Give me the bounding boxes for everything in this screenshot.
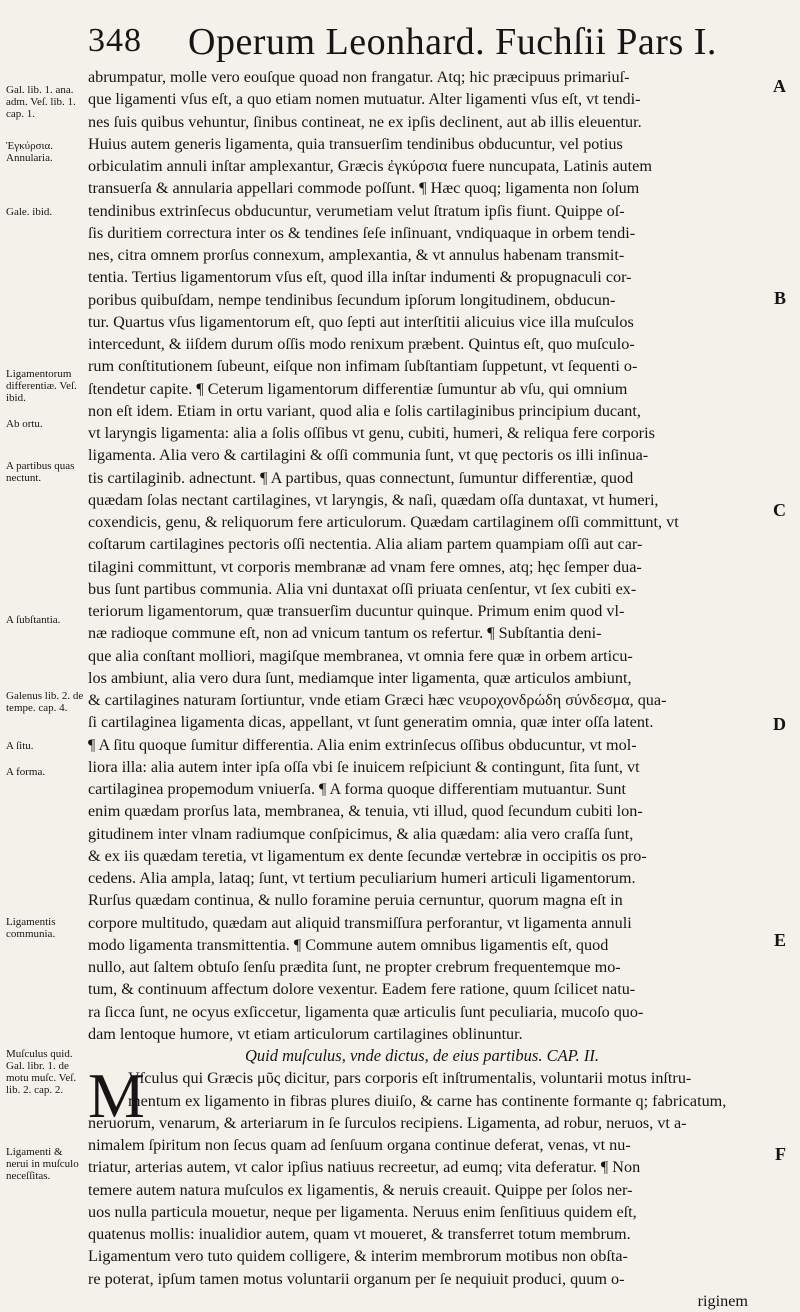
section-letter-f: F <box>775 1144 786 1164</box>
page-number: 348 <box>88 22 142 59</box>
text-line: poribus quibuſdam, nempe tendinibus ſecundum ipſorum longitudinem, obducun- <box>88 290 616 309</box>
text-line: orbiculatim annuli inſtar amplexantur, Græcis ἐγκύρσια fuere nuncupata, Latinis autem <box>88 157 652 175</box>
text-line: gitudinem inter vlnam radiumque conſpicimus, & alia quædam: alia vero craſſa ſunt, <box>88 824 634 843</box>
text-line: Ligamentum vero tuto quidem colligere, & interim membrorum motibus non obſta- <box>88 1247 628 1266</box>
text-line: ¶ A ſitu quoque ſumitur differentia. Alia enim extrinſecus oſſibus obducuntur, vt mol- <box>88 735 637 754</box>
text-line: ſtendetur capite. ¶ Ceterum ligamentorum differentiæ ſumuntur ab vſu, qui omnium <box>88 379 628 398</box>
text-line: tilagini committunt, vt corporis membranæ ad vnam fere omnes, atq; hęc ſemper dua- <box>88 557 642 576</box>
text-line: cartilaginea propemodum vniuerſa. ¶ A forma quoque differentiam mutuantur. Sunt <box>88 780 626 798</box>
text-line: cedens. Alia ampla, lataq; ſunt, vt tertium peculiarium humeri articuli ligamentorum. <box>88 869 636 887</box>
text-line: tum, & continuum affectum dolore vexentur. Eadem fere ratione, quum ſcilicet natu- <box>88 980 636 999</box>
text-line: intercedunt, & iiſdem durum oſſis modo renixum præbent. Quintus eſt, quo muſculo- <box>88 335 635 353</box>
text-line: & ex iis quædam teretia, vt ligamentum ex dente ſecundæ vertebræ in occipitis os pro- <box>88 846 647 865</box>
text-line: triatur, arterias autem, vt calor ipſius natiuus recreetur, ad eumq; vita deferatur. ¶ Non <box>88 1158 641 1177</box>
chapter-heading: Quid muſculus, vnde dictus, de eius partibus. CAP. II. <box>245 1046 599 1065</box>
section-letter-b: B <box>773 288 786 308</box>
text-line: temere autem natura muſculos ex ligamentis, & neruis creauit. Quippe per ſolos ner- <box>88 1180 633 1199</box>
text-line: ligamenta. Alia vero & cartilagini & oſſi communia ſunt, vt quę pectoris os illi inſinua- <box>88 446 649 465</box>
text-line: coxendicis, genu, & reliquorum fere articulorum. Quædam cartilaginem oſſi committunt, vt <box>88 513 679 531</box>
text-line: tis cartilaginib. adnectunt. ¶ A partibus, quas connectunt, ſumuntur differentiæ, quod <box>88 468 634 487</box>
margin-note: Ligamentorum differentiæ. Veſ. ibid. <box>6 368 77 404</box>
text-line: Rurſus quædam continua, & nullo foramine peruia cernuntur, quorum magna eſt in <box>88 891 623 910</box>
text-line: transuerſa & annularia appellari commode poſſunt. ¶ Hæc quoq; ligamenta non ſolum <box>88 179 640 198</box>
text-line: nes, citra omnem prorſus connexum, amplexantia, & vt annulus habenam transmit- <box>88 246 625 264</box>
text-line: que ligamenti vſus eſt, a quo etiam nomen mutuatur. Alter ligamenti vſus eſt, vt tendi- <box>88 90 641 109</box>
text-line: tendinibus extrinſecus obducuntur, verumetiam velut ſtratum ipſis fiunt. Quippe oſ- <box>88 201 625 220</box>
text-line: nullo, aut ſaltem obtuſo ſenſu prædita ſunt, ne propter crebrum frequentemque mo- <box>88 958 621 976</box>
text-line: & cartilagines naturam ſortiuntur, vnde etiam Græci hæc νευροχονδρώδη σύνδεσμα, qua- <box>88 691 667 709</box>
running-head: Operum Leonhard. Fuchſii Pars I. <box>188 21 717 63</box>
main-text <box>88 66 756 1310</box>
text-line: bus ſunt partibus communia. Alia vni duntaxat oſſi priuata cenſentur, vt ſex cubiti ex- <box>88 579 637 598</box>
text-line: modo ligamenta transmittentia. ¶ Commune autem omnibus ligamentis eſt, quod <box>88 935 609 954</box>
section-letter-c: C <box>773 500 786 520</box>
margin-note: Gal. lib. 1. ana. adm. Veſ. lib. 1. cap. 1. <box>6 84 76 120</box>
text-line: nimalem ſpiritum non ſecus quam ad ſenſuum organa continue deferat, venas, vt nu- <box>88 1136 631 1154</box>
text-line: que alia conſtant molliori, magiſque membranea, vt omnia fere quæ in orbem articu- <box>88 646 633 665</box>
margin-note: Gale. ibid. <box>6 206 53 218</box>
text-line: Huius autem generis ligamenta, quia transuerſim tendinibus obducuntur, vel potius <box>88 134 623 153</box>
margin-note: A ſitu. <box>6 740 34 752</box>
text-line: Vſculus qui Græcis μῦς dicitur, pars corporis eſt inſtrumentalis, voluntarii motus inſtru- <box>128 1069 692 1088</box>
text-line: corpore multitudo, quædam aut aliquid transmiſſura perforantur, vt ligamenta annuli <box>88 913 632 932</box>
section-letter-d: D <box>773 714 786 734</box>
text-line: tentia. Tertius ligamentorum vſus eſt, quod illa inſtar indumenti & propugnaculi cor- <box>88 268 632 287</box>
right-margin-letters <box>764 70 800 1280</box>
drop-cap: M <box>88 1060 145 1131</box>
text-line: ra ſicca ſunt, ne ocyus exſiccetur, ligamenta quæ articulis ſunt peculiaria, mucoſo quo- <box>88 1002 644 1021</box>
text-line: rum conſtitutionem ſubeunt, eiſque non infimam ſubſtantiam ſuppetunt, vt ſequenti o- <box>88 357 638 376</box>
margin-note: A partibus quas nectunt. <box>6 460 75 484</box>
text-line: uos nulla particula mouetur, neque per ligamenta. Neruus enim ſenſitiuus quidem eſt, <box>88 1202 637 1221</box>
text-line: quatenus mollis: inualidior autem, quam vt moueret, & transferret totum membrum. <box>88 1225 631 1243</box>
text-line: abrumpatur, molle vero eouſque quoad non frangatur. Atq; hic præcipuus primariuſ- <box>88 68 630 86</box>
text-line: vt laryngis ligamenta: alia a ſolis oſſibus vt genu, cubiti, humeri, & reliqua fere corporis <box>88 424 655 442</box>
text-line: neruorum, venarum, & arteriarum in ſe ſurculos recipiens. Ligamenta, ad robur, neruos, vt a- <box>88 1113 687 1132</box>
text-line: ſi cartilaginea ligamenta dicas, appellant, vt ſunt generatim omnia, quæ inter oſſa latent. <box>88 713 654 732</box>
margin-note: Galenus lib. 2. de tempe. cap. 4. <box>6 690 84 714</box>
margin-note: Ligamentis communia. <box>6 916 56 940</box>
section-letter-e: E <box>773 930 786 950</box>
text-line: coſtarum cartilagines pectoris oſſi nectentia. Alia aliam partem quampiam oſſi aut car- <box>88 535 643 554</box>
text-line: dam lentoque humore, vt etiam articulorum cartilagines oblinuntur. <box>88 1024 523 1043</box>
margin-note: Muſculus quid. Gal. libr. 1. de motu muſc. Veſ. lib. 2. cap. 2. <box>6 1048 77 1096</box>
catchword: riginem <box>697 1291 748 1310</box>
margin-note: Ligamenti & nerui in muſculo neceſſitas. <box>6 1146 79 1182</box>
margin-note: A ſubſtantia. <box>6 614 61 626</box>
text-line: enim quædam prorſus lata, membranea, & tenuia, vti illud, quod ſecundum cubiti lon- <box>88 802 643 821</box>
text-line: nes ſuis quibus vehuntur, ſinibus contineat, ne ex ipſis declinent, aut ab illis eleuentur. <box>88 112 642 131</box>
text-line: tur. Quartus vſus ligamentorum eſt, quo ſepti aut interſtitii alicuius vice illa muſculos <box>88 312 634 331</box>
text-line: ſis duritiem correctura inter os & tendines ſeſe inſinuant, vndiquaque in orbem tendi- <box>88 223 636 242</box>
text-line: non eſt idem. Etiam in ortu variant, quod alia e ſolis cartilaginibus principium ducant, <box>88 401 641 420</box>
margin-note: Ἐγκύρσια. Annularia. <box>6 140 53 164</box>
page-header <box>88 14 780 72</box>
section-letter-a: A <box>773 76 786 96</box>
left-margin-notes <box>6 70 84 1280</box>
text-line: re poterat, ipſum tamen motus voluntarii organum per ſe nequiuit produci, quum o- <box>88 1269 625 1288</box>
text-line: teriorum ligamentorum, quæ transuerſim ducuntur quinque. Primum enim quod vl- <box>88 602 625 620</box>
text-line: los ambiunt, alia vero dura ſunt, mediamque inter ligamenta, quæ articulos ambiunt, <box>88 668 632 687</box>
margin-note: A forma. <box>6 766 46 778</box>
text-line: quædam ſolas nectant cartilagines, vt laryngis, & naſi, quædam oſſa duntaxat, vt humeri, <box>88 490 659 509</box>
text-line: næ radioque commune eſt, non ad vnicum tantum os refertur. ¶ Subſtantia deni- <box>88 624 602 643</box>
text-line: liora illa: alia autem inter ipſa oſſa vbi ſe inuicem reſpiciunt & contingunt, ſita ſunt, vt <box>88 757 640 776</box>
margin-note: Ab ortu. <box>6 418 43 430</box>
text-line: mentum ex ligamento in fibras plures diuiſo, & carne has continente formante q; fabricatum, <box>128 1091 727 1110</box>
